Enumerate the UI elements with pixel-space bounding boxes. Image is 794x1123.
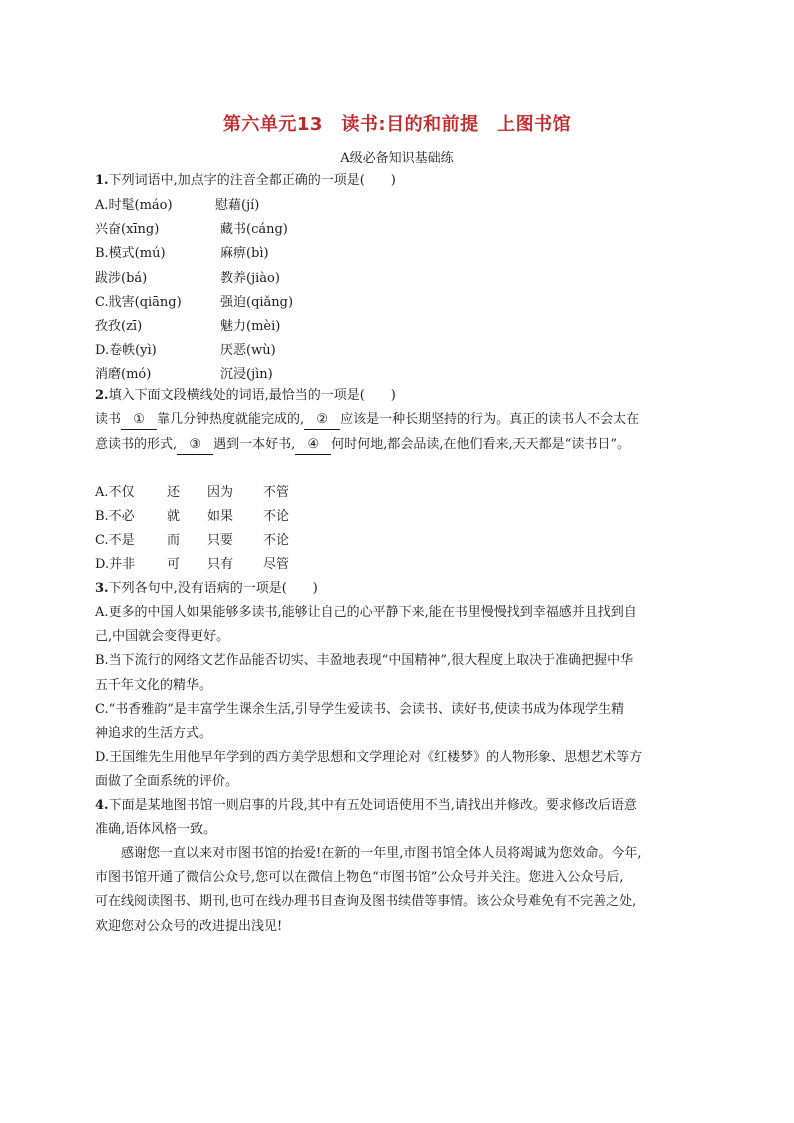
q2-stem-text: 填入下面文段横线处的词语,最恰当的一项是( ) bbox=[108, 388, 396, 403]
q4-stem-text: 下面是某地图书馆一则启事的片段,其中有五处词语使用不当,请找出并修改。要求修改后语意 bbox=[108, 798, 637, 813]
q1-option-term: 藏书(cáng) bbox=[220, 222, 288, 238]
q1-option-term: 强迫(qiǎng) bbox=[220, 294, 294, 310]
q1-option-term: 孜孜(zī) bbox=[95, 319, 143, 334]
q2-option-word: 只要 bbox=[207, 533, 234, 548]
q3-option-line: A.更多的中国人如果能够多读书,能够让自己的心平静下来,能在书里慢慢找到幸福感并且找到自 bbox=[95, 605, 637, 620]
section-label: A级必备知识基础练 bbox=[340, 151, 454, 166]
q2-option-word: 尽管 bbox=[263, 557, 290, 572]
q2-option-word: C.不是 bbox=[95, 533, 135, 548]
q1-option-term: C.戕害(qiāng) bbox=[95, 294, 182, 310]
q2-number: 2. bbox=[95, 388, 109, 403]
q1-option-term: 慰藉(jí) bbox=[215, 198, 260, 213]
q2-passage-line-1 bbox=[95, 411, 639, 430]
q3-option-line: 五千年文化的精华。 bbox=[95, 677, 213, 693]
q2-option-word: A.不仅 bbox=[95, 485, 135, 500]
q1-option-term: B.模式(mú) bbox=[95, 246, 166, 262]
q4-passage-line: 感谢您一直以来对市图书馆的抬爱!在新的一年里,市图书馆全体人员将竭诚为您效命。今年, bbox=[95, 846, 642, 861]
q2-option-word: 因为 bbox=[207, 485, 234, 500]
q2-option-word: 不管 bbox=[263, 485, 290, 500]
q2-option-word: 只有 bbox=[207, 557, 234, 572]
q3-option-line: B.当下流行的网络文艺作品能否切实、丰盈地表现“中国精神”,很大程度上取决于准确把握中华 bbox=[95, 653, 634, 669]
q4-number: 4. bbox=[95, 798, 109, 813]
q3-option-line: C.“书香雅韵”是丰富学生课余生活,引导学生爱读书、会读书、读好书,使读书成为体现学生精 bbox=[95, 701, 625, 717]
q1-option-term: 魅力(mèi) bbox=[220, 319, 281, 334]
q2-text: 遇到一本好书, bbox=[213, 437, 296, 452]
q3-option-line: 面做了全面系统的评价。 bbox=[95, 774, 239, 790]
q1-option-term: 沉浸(jìn) bbox=[220, 367, 273, 383]
q4-passage-line: 欢迎您对公众号的改进提出浅见! bbox=[95, 918, 283, 934]
q3-stem-text: 下列各句中,没有语病的一项是( ) bbox=[108, 581, 318, 596]
q1-option-term: A.时髦(máo) bbox=[95, 198, 173, 213]
q3-option-line: 神追求的生活方式。 bbox=[95, 726, 213, 741]
q4-passage-line: 可在线阅读图书、期刊,也可在线办理书目查询及图书续借等事情。该公众号难免有不完善之处, bbox=[95, 894, 637, 910]
q2-text: 何时何地,都会品读,在他们看来,天天都是“读书日”。 bbox=[331, 437, 630, 452]
q3-option-line: 己,中国就会变得更好。 bbox=[95, 629, 230, 645]
q1-number: 1. bbox=[95, 173, 109, 188]
q2-blank-4: ④ bbox=[295, 436, 331, 455]
q3-stem bbox=[95, 580, 318, 598]
q1-stem bbox=[95, 172, 396, 190]
q4-stem-line-1 bbox=[95, 797, 637, 815]
q3-option-line: D.王国维先生用他早年学到的西方美学思想和文学理论对《红楼梦》的人物形象、思想艺术等方 bbox=[95, 750, 643, 766]
q2-option-word: 而 bbox=[167, 533, 181, 548]
q2-option-word: D.并非 bbox=[95, 557, 136, 572]
q1-option-term: 跋涉(bá) bbox=[95, 270, 148, 286]
q1-option-term: 教养(jiào) bbox=[220, 270, 280, 286]
q4-passage-line: 市图书馆开通了微信公众号,您可以在微信上物色“市图书馆”公众号并关注。您进入公众号后, bbox=[95, 870, 624, 886]
q2-blank-1: ① bbox=[121, 411, 157, 430]
q4-stem-line-2: 准确,语体风格一致。 bbox=[95, 822, 217, 837]
page-title: 第六单元13 读书:目的和前提 上图书馆 bbox=[222, 114, 572, 135]
q2-option-word: B.不必 bbox=[95, 509, 135, 524]
q2-text: 应该是一种长期坚持的行为。真正的读书人不会太在 bbox=[340, 412, 640, 427]
q2-text: 读书 bbox=[95, 412, 122, 427]
q2-option-word: 就 bbox=[167, 509, 181, 524]
q2-stem bbox=[95, 387, 396, 405]
q1-option-term: 厌恶(wù) bbox=[220, 343, 276, 359]
q2-option-word: 可 bbox=[167, 557, 181, 572]
q2-text: 意读书的形式, bbox=[95, 437, 178, 452]
q2-text: 靠几分钟热度就能完成的, bbox=[157, 412, 305, 427]
q2-blank-2: ② bbox=[304, 411, 340, 430]
q1-option-term: 消磨(mó) bbox=[95, 367, 152, 383]
q2-blank-3: ③ bbox=[177, 436, 213, 455]
q2-option-word: 如果 bbox=[207, 509, 234, 524]
q2-option-word: 不论 bbox=[263, 509, 290, 524]
q1-option-term: D.卷帙(yì) bbox=[95, 343, 157, 359]
q3-number: 3. bbox=[95, 581, 109, 596]
q2-option-word: 还 bbox=[167, 485, 181, 500]
q2-option-word: 不论 bbox=[263, 533, 290, 548]
q1-option-term: 麻痹(bì) bbox=[220, 246, 269, 262]
q2-passage-line-2 bbox=[95, 436, 630, 455]
q1-stem-text: 下列词语中,加点字的注音全都正确的一项是( ) bbox=[108, 173, 396, 188]
q1-option-term: 兴奋(xīng) bbox=[95, 222, 160, 238]
